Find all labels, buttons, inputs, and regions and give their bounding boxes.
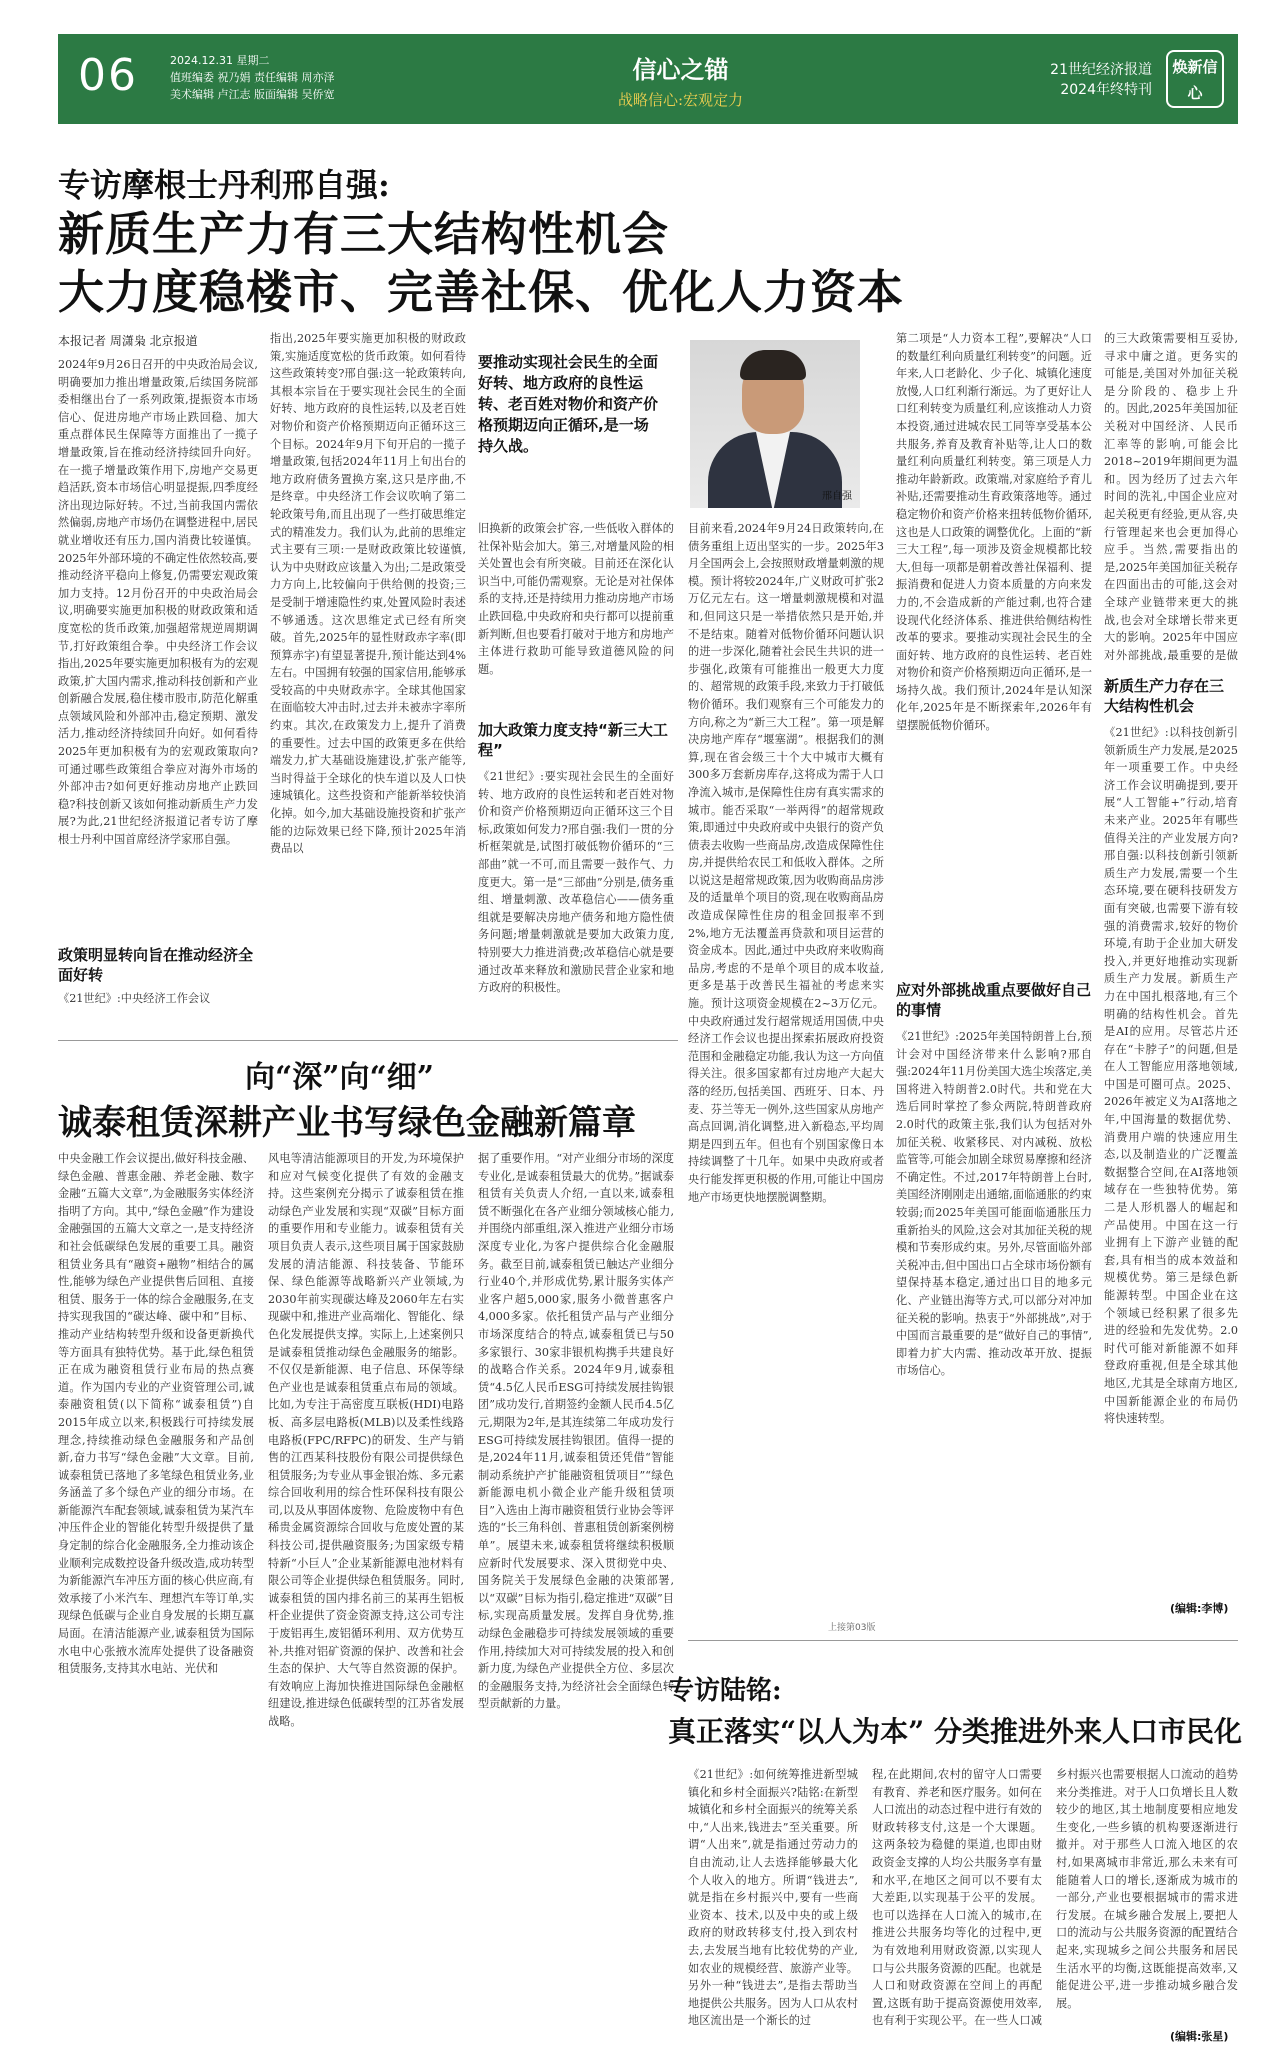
article1-headline [58, 205, 904, 321]
article2-top-rule [58, 1040, 678, 1041]
article3-column-1: 《21世纪》:如何统筹推进新型城镇化和乡村全面振兴?陆铭:在新型城镇化和乡村全面振兴的统筹关系中,“人出来,钱进去”至关重要。所谓“人出来”,就是指通过劳动力的自由流动,让人去选择能够最大化个人收入的地方。所谓“钱进去”,就是指在乡村振兴中,要有一些商业资本、技术,以及中央的或上级政府的财政转移支付,投入到农村去,去发展当地有比较优势的产业,如农业的规模经营、旅游产业等。另外一种“钱进去”,是指去帮助当地提供公共服务。因为人口从农村地区流出是一个渐长的过 [688, 1768, 858, 2028]
special-issue-logo: 焕新信心 [1166, 50, 1224, 108]
page-number: 06 [78, 50, 138, 101]
article1-subhead-new-productivity: 新质生产力存在三大结构性机会 [1104, 677, 1225, 715]
article1-headline-line2: 大力度稳楼市、完善社保、优化人力资本 [58, 265, 904, 319]
article1-column-3a: 旧换新的政策会扩容,一些低收入群体的社保补贴会加大。第三,对增量风险的相关处置也会有所突破。目前还在深化认识当中,可能仍需观察。无论是对社保体系的支持,还是持续用力推动房地产市场止跌回稳,中央政府和央行都可以提前重新判断,但也要看打破对于地方和房地产主体进行救助可能导致道德风险的问题。 [478, 522, 674, 676]
article1-column-4: 目前来看,2024年9月24日政策转向,在债务重组上迈出坚实的一步。2025年3月全国两会上,会按照财政增量刺激的规模。预计将较2024年,广义财政可扩张2万亿元左右。这一增量刺激规模和对温和,但同这只是一举措依然只是开始,并不是结束。随着对低物价循环问题认识的进一步深化,随着社会民生共识的进一步强化,政策有可能推出一般更大力度的、超常规的政策手段,来致力于打破低物价循环。我们观察有三个可能发力的方向,称之为“新三大工程”。第一项是解决房地产库存“堰塞湖”。根据我们的测算,现在省会级三十个大中城市大概有300多万套新房库存,这将成为需于人口净流入城市,是保障性住房有真实需求的城市。能否采取“一举两得”的超常规政策,即通过中央政府或中央银行的资产负债表去收购一些商品房,改造成保障性住房,并提供给农民工和低收入群体。之所以说这是超常规政策,因为收购商品房涉及的适量单个项目的资,现在收购商品房改造成保障性住房的租金回报率不到2%,地方无法覆盖再贷款和项目运营的资金成本。因此,通过中央政府来收购商品房,考虑的不是单个项目的成本收益,更多是基于改善民生福祉的考虑来实施。预计这项资金规模在2~3万亿元。中央政府通过发行超常规适用国债,中央经济工作会议也提出探索拓展政府投资范围和金融稳定功能,我认为这一方向值得关注。很多国家都有过房地产大起大落的经历,包括美国、西班牙、日本、丹麦、芬兰等无一例外,这些国家从房地产高点回调,消化调整,进入新稳态,平均周期是四到五年。但也有个别国家像日本持续调整了十几年。如果中央政府或者央行能发挥更积极的作用,可能让中国房地产市场更快地摆脱调整期。 [688, 522, 884, 1204]
masthead-meta [170, 52, 335, 103]
article2-column-1: 中央金融工作会议提出,做好科技金融、绿色金融、普惠金融、养老金融、数字金融“五篇大文章”,为金融服务实体经济指明了方向。其中,“绿色金融”作为建设金融强国的五篇大文章之一,是支持经济和社会低碳绿色发展的重要工具。融资租赁业务具有“融资+融物”相结合的属性,能够为绿色产业提供售后回租、直接租赁、服务于一体的综合金融服务,在支持实现我国的“碳达峰、碳中和”目标、推动产业结构转型升级和设备更新换代等方面具有独特优势。基于此,绿色租赁正在成为融资租赁行业布局的热点赛道。作为国内专业的产业资管理公司,诚泰融资租赁(以下简称“诚泰租赁”)自2015年成立以来,积极践行可持续发展理念,持续推动绿色金融服务和产品创新,奋力书写“绿色金融”大文章。目前,诚泰租赁已落地了多笔绿色租赁业务,业务涵盖了多个绿色产业的细分市场。在新能源汽车配套领域,诚泰租赁为某汽车冲压件企业的智能化转型升级提供了量身定制的综合化金融服务,全力推动该企业顺利完成数控设备升级改造,成功转型为新能源汽车冲压方面的核心供应商,有效承接了小米汽车、理想汽车等订单,实现绿色低碳与企业自身发展的长期互赢局面。在清洁能源产业,诚泰租赁为国际水电中心张掖水流库处提供了设备融资租赁服务,支持其水电站、光伏和 [58, 1152, 254, 1676]
staff-line-1: 值班编委 祝乃娟 责任编辑 周亦泽 [170, 71, 335, 84]
column-title-block [618, 50, 743, 110]
staff-line-2: 美术编辑 卢江志 版面编辑 吴侨宽 [170, 88, 335, 101]
article1-subhead-three-projects: 加大政策力度支持“新三大工程” [478, 721, 668, 759]
article3-column-3: 乡村振兴也需要根据人口流动的趋势来分类推进。对于人口负增长且人数较少的地区,其土地制度要相应地发生变化,一些乡镇的机构要逐渐进行撤并。对于那些人口流入地区的农村,如果离城市非常近,那么未来有可能随着人口的增长,逐渐成为城市的一部分,产业也要根据城市的需求进行发展。在城乡融合发展上,要把人口的流动与公共服务资源的配置结合起来,实现城乡之间公共服务和居民生活水平的均衡,这既能提高效率,又能促进公平,进一步推动城乡融合发展。 [1056, 1768, 1238, 2010]
article1-editor: (编辑:李博) [1170, 1602, 1229, 1615]
article1-column-5: 第二项是“人力资本工程”,要解决“人口的数量红利向质量红利转变”的问题。近年来,人口老龄化、少子化、城镇化速度放慢,人口红利渐行渐远。为了更好让人口红利转变为质量红利,应该推动人力资本投资,通过进城农民工同等享受基本公共服务,养育及教育补贴等,让人口的数量红利向质量红利转变。第三项是人力推动年龄新政。政策端,对家庭给予育儿补贴,还需要推动生育政策落地等。通过稳定物价和资产价格来扭转低物价循环,这也是人口政策的调整优化。上面的“新三大工程”,每一项涉及资金规模都比较大,但每一项都是朝着改善社保福利、提振消费和促进人力资本质量的方向来发力的,不会造成新的产能过剩,也符合建设现代化经济体系、推进供给侧结构性改革的要求。要推动实现社会民生的全面好转、地方政府的良性运转、老百姓对物价和资产价格预期迈向正循环,是一场持久战。我们预计,2024年是认知深化年,2025年是不断探索年,2026年有望摆脱低物价循环。 [896, 332, 1092, 733]
article1-col1-question: 《21世纪》:中央经济工作会议 [58, 992, 211, 1005]
article1-subhead-policy: 政策明显转向旨在推动经济全面好转 [58, 946, 254, 984]
photo-hair [740, 350, 806, 380]
article3-kicker: 专访陆铭: [668, 1676, 782, 1706]
article2-headline-line1: 向“深”向“细” [245, 1060, 435, 1095]
article2-column-2: 风电等清洁能源项目的开发,为环境保护和应对气候变化提供了有效的金融支持。这些案例充分揭示了诚泰租赁在推动绿色产业发展和实现“双碳”目标方面的重要作用和专业能力。诚泰租赁有关项目负责人表示,这些项目属于国家鼓励发展的清洁能源、科技装备、节能环保、绿色能源等战略新兴产业领域,为2030年前实现碳达峰及2060年左右实现碳中和,推进产业高端化、智能化、绿色化发展提供支撑。实际上,上述案例只是诚泰租赁推动绿色金融服务的缩影。不仅仅是新能源、电子信息、环保等绿色产业也是诚泰租赁重点布局的领域。比如,为专注于高密度互联板(HDI)电路板、高多层电路板(MLB)以及柔性线路电路板(FPC/RFPC)的研发、生产与销售的江西某科技股份有限公司提供绿色租赁服务;为专业从事金银冶炼、多元素综合回收利用的综合性环保科技有限公司,以及从事固体废物、危险废物中有色稀贵金属资源综合回收与危废处置的某科技公司,提供融资服务;为国家级专精特新“小巨人”企业某新能源电池材料有限公司等企业提供绿色租赁服务。同时,诚泰租赁的国内排名前三的某再生铝板杆企业提供了资金资源支持,这公司专注于废铝再生,废铝循环利用、双方优势互补,共推对铝矿资源的保护、改善和社会生态的保护、大气等自然资源的保护。有效响应上海加快推进国际绿色金融枢纽建设,推进绿色低碳转型的江苏省发展战略。 [268, 1152, 464, 1728]
article2-headline-line2: 诚泰租赁深耕产业书写绿色金融新篇章 [58, 1103, 636, 1143]
masthead-bar [58, 34, 1238, 124]
article1-byline: 本报记者 周潇枭 北京报道 [58, 334, 198, 348]
pull-quote: 要推动实现社会民生的全面好转、地方政府的良性运转、老百姓对物价和资产价格预期迈向正循环,是一场持久战。 [478, 353, 659, 455]
column-subtitle: 战略信心:宏观定力 [618, 91, 744, 109]
brand-line-1: 21世纪经济报道 [1050, 62, 1152, 78]
article3-top-rule [688, 1640, 1238, 1641]
photo-caption: 邢自强 [822, 491, 852, 502]
article1-column-6b: 《21世纪》:以科技创新引领新质生产力发展,是2025年一项重要工作。中央经济工作会议明确提到,要开展“人工智能+”行动,培育未来产业。2025年有哪些值得关注的产业发展方向?邢自强:以科技创新引领新质生产力发展,需要一个生态环境,要在硬科技研发方面有突破,也需要下游有较强的消费需求,较好的物价环境,有助于企业加大研发投入,并更好地推动实现新质生产力发展。新质生产力在中国扎根落地,有三个明确的结构性机会。首先是AI的应用。尽管芯片还存在“卡脖子”的问题,但是在人工智能应用落地领域,中国是可圈可点。2025、2026年被定义为AI落地之年,中国海量的数据优势、消费用户端的快速应用生态,以及制造业的广泛覆盖数据整合空间,在AI落地领域存在一些独特优势。第二是人形机器人的崛起和产品使用。中国在这一行业拥有上下游产业链的配套,具有相当的成本效益和规模优势。第三是绿色新能源转型。中国企业在这个领域已经积累了很多先进的经验和先发优势。2.0时代可能对新能源不如拜登政府重视,但是全球其他地区,尤其是全球南方地区,中国新能源企业的布局仍将快速转型。 [1104, 726, 1238, 1426]
article3-headline: 真正落实“以人为本” 分类推进外来人口市民化 [668, 1715, 1242, 1748]
article3-editor: (编辑:张星) [1170, 2030, 1229, 2043]
article1-column-6: 的三大政策需要相互妥协,寻求中庸之道。更务实的可能是,美国对外加征关税是分阶段的、稳步上升的。因此,2025年美国加征关税对中国经济、人民币汇率等的影响,可能会比2018~2019年期间更为温和。因为经历了过去六年时间的洗礼,中国企业应对起关税更有经验,更从容,央行管理起来也会更加得心应手。当然,需要指出的是,2025年美国加征关税存在四面出击的可能,这会对全球产业链带来更大的挑战,也会对全球增长带来更大的影响。2025年中国应对外部挑战,最重要的是做 [1104, 332, 1238, 662]
article1-column-3b: 《21世纪》:要实现社会民生的全面好转、地方政府的良性运转和老百姓对物价和资产价格预期迈向正循环这三个目标,政策如何发力?邢自强:我们一贯的分析框架就是,试图打破低物价循环的“三部曲”就一不可,而且需要一鼓作气、力度更大。第一是“三部曲”分别是,债务重组、增量刺激、改革稳信心——债务重组就是要解决房地产债务和地方隐性债务问题;增量刺激就是要加大政策力度,特别要大力推进消费;改革稳信心就是要通过改革来释放和激励民营企业家和地方政府的积极性。 [478, 770, 674, 995]
article1-column-1: 2024年9月26日召开的中央政治局会议,明确要加力推出增量政策,后续国务院部委相继出台了一系列政策,提振资本市场信心、促进房地产市场止跌回稳、加大重点群体民生保障等方面推出了一揽子增量政策,旨在推动经济持续回升向好。在一揽子增量政策作用下,房地产交易更趋活跃,资本市场信心明显提振,四季度经济出现边际好转。不过,当前我国内需依然偏弱,房地产市场仍在调整进程中,居民就业增收还有压力,国内消费比较谨慎。2025年外部环境的不确定性依然较高,要推动经济平稳向上修复,仍需要宏观政策加力支持。12月份召开的中央政治局会议,明确要实施更加积极的财政政策和适度宽松的货币政策,加强超常规逆周期调节,打好政策组合拳。中央经济工作会议指出,2025年要实施更加积极有为的宏观政策,扩大国内需求,推动科技创新和产业创新融合发展,稳住楼市股市,防范化解重点领域风险和外部冲击,稳定预期、激发活力,推动经济持续回升向好。如何看待2025年更加积极有为的宏观政策取向?可通过哪些政策组合拳应对海外市场的外部冲击?如何更好推动房地产止跌回稳?科技创新又该如何推动新质生产力发展?为此,21世纪经济报道记者专访了摩根士丹利中国首席经济学家邢自强。 [58, 358, 258, 847]
column-title: 信心之锚 [632, 55, 729, 84]
interviewee-photo [690, 340, 860, 508]
article1-column-5b: 《21世纪》:2025年美国特朗普上台,预计会对中国经济带来什么影响?邢自强:2024年11月份美国大选尘埃落定,美国将进入特朗普2.0时代。共和党在大选后同时掌控了参众两院,特朗普政府2.0时代的政策主张,我们认为包括对外加征关税、收紧移民、对内减税、放松监管等,可能会加剧全球贸易摩擦和经济不确定性。不过,2017年特朗普上台时,美国经济刚刚走出通缩,面临通胀的约束较弱;而2025年美国可能面临通胀压力重新抬头的风险,这会对其加征关税的规模和节奏形成约束。另外,尽管面临外部关税冲击,但中国出口占全球市场份额有望保持基本稳定,通过出口目的地多元化、产业链出海等方式,可以部分对冲加征关税的影响。热衷于“外部挑战”,对于中国而言最重要的是“做好自己的事情”,即着力扩大内需、推动改革开放、提振市场信心。 [896, 1030, 1092, 1378]
article1-kicker: 专访摩根士丹利邢自强: [58, 166, 390, 204]
article3-column-2: 程,在此期间,农村的留守人口需要有教育、养老和医疗服务。如何在人口流出的动态过程中进行有效的财政转移支付,这是一个大课题。这两条较为稳健的渠道,也即由财政资金支撑的人均公共服务享有量和水平,在地区之间可以不要有太大差距,以实现基于公平的发展。也可以选择在人口流入的城市,在推进公共服务均等化的过程中,更为有效地利用财政资源,以实现人口与公共服务资源的匹配。也就是人口和财政资源在空间上的再配置,这既有助于提高资源使用效率,也有利于实现公平。在一些人口减 [872, 1768, 1042, 2028]
article2-column-3: 据了重要作用。“对产业细分市场的深度专业化,是诚泰租赁最大的优势。”据诚泰租赁有关负责人介绍,一直以来,诚泰租赁不断强化在各产业细分领域核心能力,并围绕内部重组,深入推进产业细分市场深度专业化,为客户提供综合化金融服务。截至目前,诚泰租赁已触达产业细分行业40个,并形成优势,累计服务实体产业客户超5,000家,服务小微普惠客户4,000多家。依托租赁产品与产业细分市场深度结合的特点,诚泰租赁已与50多家银行、30家非银机构携手共建良好的战略合作关系。2024年9月,诚泰租赁“4.5亿人民币ESG可持续发展挂钩银团”成功发行,首期签约金额人民币4.5亿元,期限为2年,是其连续第二年成功发行ESG可持续发展挂钩银团。值得一提的是,2024年11月,诚泰租赁还凭借“智能制动系统护产扩能融资租赁项目”“绿色新能源电机小微企业产能升级租赁项目”入选由上海市融资租赁行业协会等评选的“长三角科创、普惠租赁创新案例榜单”。展望未来,诚泰租赁将继续积极顺应新时代发展要求、深入贯彻党中央、国务院关于发展绿色金融的决策部署,以“双碳”目标为指引,稳定推进“双碳”目标,实现高质量发展。发挥自身优势,推动绿色金融稳步可持续发展领域的重要作用,持续加大对可持续发展的投入和创新力度,为绿色产业提供全方位、多层次的金融服务支持,为经济社会全面绿色转型贡献新的力量。 [478, 1152, 674, 1711]
brand-line-2: 2024年终特刊 [1060, 82, 1152, 98]
date-line: 2024.12.31 星期二 [170, 54, 270, 67]
brand-block [1050, 60, 1152, 100]
article1-subhead-external: 应对外部挑战重点要做好自己的事情 [896, 981, 1092, 1019]
article1-headline-line1: 新质生产力有三大结构性机会 [58, 207, 669, 261]
article1-column-2: 指出,2025年要实施更加积极的财政政策,实施适度宽松的货币政策。如何看待这些政策转变?邢自强:这一轮政策转向,其根本宗旨在于要实现社会民生的全面好转、地方政府的良性运转,以及老百姓对物价和资产价格预期迈向正循环这三个目标。2024年9月下旬开启的一揽子增量政策,包括2024年11月上旬出台的地方政府债务置换方案,这只是序曲,不是终章。中央经济工作会议吹响了第二轮政策号角,而且出现了一些打破思维定式的精准发力。我们认为,此前的思维定式主要有三项:一是财政政策比较谨慎,认为中央财政应该量入为出;二是政策受力方向上,比较偏向于供给侧的投资;三是受制于增速隐性约束,处置风险时表述不够通透。这次思维定式已经有所突破。首先,2025年的显性财政赤字率(即预算赤字)有望显著提升,预计能达到4%左右。中国拥有较强的国家信用,能够承受较高的中央财政赤字。全球其他国家在面临较大冲击时,过去并未被赤字率所约束。其次,在政策发力上,提升了消费的重要性。过去中国的政策更多在供给端发力,扩大基础设施建设,扩张产能等,当时得益于全球化的快车道以及人口快速城镇化。这些投资和产能新举较快消化掉。如今,加大基础设施投资和扩张产能的边际效果已经下降,预计2025年消费品以 [270, 332, 466, 856]
continued-from-note: 上接第03版 [828, 1623, 876, 1633]
